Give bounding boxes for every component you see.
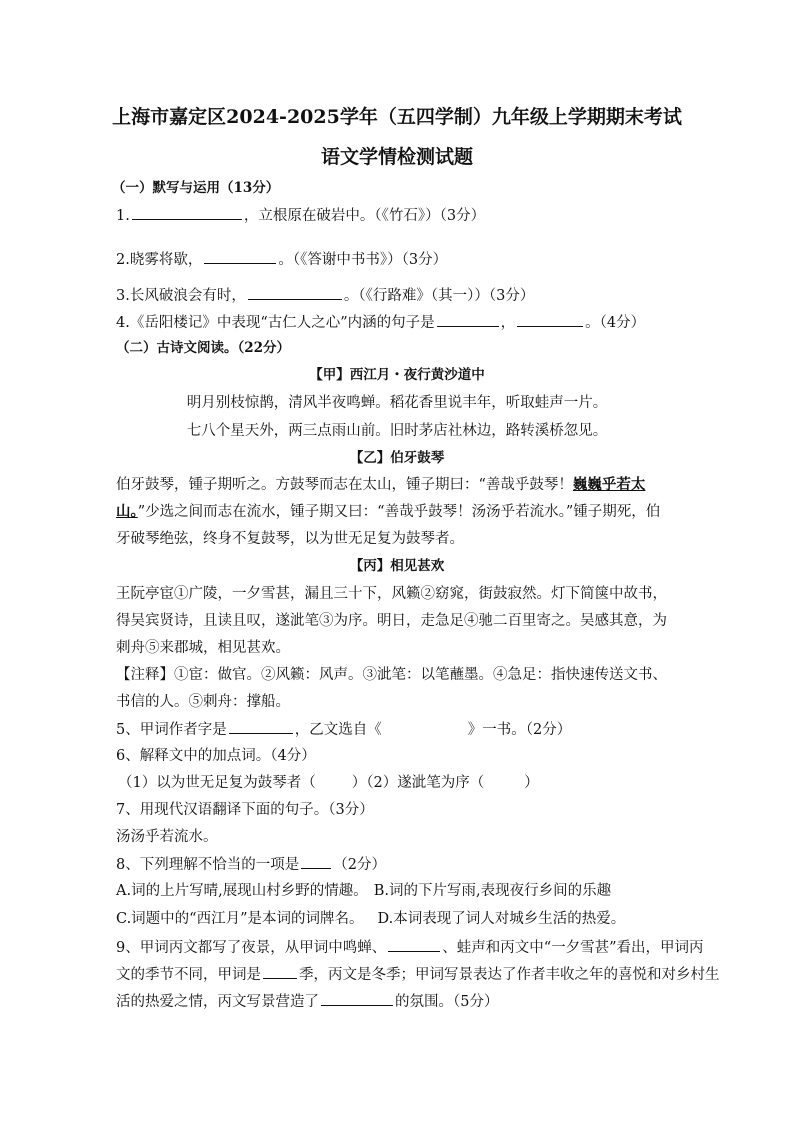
- answer-blank[interactable]: [204, 249, 276, 264]
- passage-title-yi: 【乙】伯牙鼓琴: [349, 450, 445, 466]
- passage-yi-line-1: [116, 475, 645, 495]
- question-text: ，: [500, 315, 516, 331]
- question-text: 季，丙文是冬季；甲词写景表达了作者丰收之年的喜悦和对乡村生: [299, 967, 720, 983]
- poem-title-jia: 【甲】西江月・夜行黄沙道中: [309, 367, 485, 383]
- passage-bing-line-3: 刺舟⑤来郡城，相见甚欢。: [116, 640, 290, 656]
- question-text: 3.长风破浪会有时，: [116, 288, 246, 304]
- question-3: [116, 285, 534, 306]
- question-text: ，乙文选自《: [294, 722, 382, 738]
- answer-blank[interactable]: [301, 854, 331, 869]
- passage-text: ”少选之间而志在流水，锺子期又曰：“善哉乎鼓琴！汤汤乎若流水。”锺子期死，伯: [137, 504, 661, 520]
- question-9-line-1: [116, 937, 704, 958]
- passage-bing-line-1: 王阮亭宦①广陵，一夕雪甚，漏且三十下，风籁②窈窕，街鼓寂然。灯下简箧中故书，: [116, 586, 667, 602]
- question-text: 的氛围。（5分）: [395, 994, 499, 1010]
- option-b[interactable]: B.词的下片写雨,表现夜行乡间的乐趣: [373, 883, 612, 899]
- question-text: 》一书。（2分）: [467, 722, 572, 738]
- option-a[interactable]: A.词的上片写晴,展现山村乡野的情趣。: [116, 883, 368, 899]
- poem-line-2: 七八个星天外，两三点雨山前。旧时茅店社林边，路转溪桥忽见。: [186, 423, 608, 439]
- question-text: 4.《岳阳楼记》中表现“古仁人之心”内涵的句子是: [116, 315, 435, 331]
- passage-yi-line-3: 牙破琴绝弦，终身不复鼓琴，以为世无足复为鼓琴者。: [116, 531, 464, 547]
- passage-bing-line-2: 得吴宾贤诗，且读且叹，遂泚笔③为序。明日，走急足④驰二百里寄之。吴感其意，为: [116, 613, 667, 629]
- annotation-line-1: 【注释】①宦：做官。②风籁：风声。③泚笔：以笔蘸墨。④急足：指快速传送文书、: [116, 667, 667, 683]
- question-text: 活的热爱之情，丙文写景营造了: [116, 994, 319, 1010]
- question-6: 6、解释文中的加点词。（4分）: [116, 748, 316, 764]
- poem-line-1: 明月别枝惊鹊，清风半夜鸣蝉。稻花香里说丰年，听取蛙声一片。: [186, 395, 608, 411]
- page-subtitle: 语文学情检测试题: [320, 146, 473, 168]
- passage-title-bing: 【丙】相见甚欢: [349, 558, 445, 574]
- question-text: ，立根原在破岩中。（《竹石》）（3分）: [243, 208, 486, 224]
- answer-blank[interactable]: [321, 991, 393, 1006]
- answer-blank[interactable]: [263, 964, 297, 979]
- section-heading-1: （一）默写与运用（13分）: [112, 180, 280, 196]
- annotation-line-2: 书信的人。⑤刺舟：撑船。: [116, 694, 290, 710]
- option-c[interactable]: C.词题中的“西江月”是本词的词牌名。: [116, 911, 364, 927]
- answer-blank[interactable]: [517, 312, 583, 327]
- section-heading-2: （二）古诗文阅读。（22分）: [116, 340, 291, 356]
- underlined-text: 山。: [116, 503, 138, 520]
- question-8-options-ab: [116, 881, 611, 901]
- question-8: [116, 854, 386, 875]
- question-1: [116, 205, 485, 226]
- question-text: （1）以为世无足复为鼓琴者（: [118, 775, 316, 791]
- question-text: ）（2）遂泚笔为序（: [351, 775, 485, 791]
- underlined-text: 巍巍乎若太: [572, 476, 646, 493]
- question-text: 。（《行路难》（其一））（3分）: [343, 288, 535, 304]
- question-text: 9、甲词丙文都写了夜景，从甲词中鸣蝉、: [116, 940, 387, 956]
- question-2: [116, 249, 447, 270]
- answer-blank[interactable]: [132, 205, 242, 220]
- question-5: [116, 719, 571, 740]
- question-text: 2.晓雾将歇，: [116, 252, 203, 268]
- option-d[interactable]: D.本词表现了词人对城乡生活的热爱。: [377, 911, 626, 927]
- question-7-sentence: 汤汤乎若流水。: [116, 829, 218, 845]
- question-7: 7、用现代汉语翻译下面的句子。（3分）: [116, 802, 374, 818]
- question-text: 文的季节不同，甲词是: [116, 967, 261, 983]
- passage-yi-line-2: [116, 502, 660, 522]
- question-number: 1.: [116, 208, 130, 224]
- question-text: 、蛙声和丙文中“一夕雪甚”看出，甲词丙: [442, 940, 704, 956]
- question-text: 8、下列理解不恰当的一项是: [116, 857, 300, 873]
- question-text: 。（4分）: [585, 315, 646, 331]
- question-text: 。（《答谢中书书》）（3分）: [278, 252, 448, 268]
- answer-blank[interactable]: [388, 937, 440, 952]
- question-6-subitems: [118, 773, 539, 793]
- question-8-options-cd: [116, 909, 625, 929]
- question-text: （2分）: [333, 857, 386, 873]
- question-text: ）: [524, 775, 539, 791]
- question-text: 5、甲词作者字是: [116, 722, 227, 738]
- answer-blank[interactable]: [248, 285, 342, 300]
- question-9-line-2: [116, 964, 720, 985]
- question-9-line-3: [116, 991, 498, 1012]
- question-4: [116, 312, 645, 333]
- passage-text: 伯牙鼓琴，锺子期听之。方鼓琴而志在太山，锺子期曰：“善哉乎鼓琴！: [116, 477, 573, 493]
- answer-blank[interactable]: [437, 312, 499, 327]
- answer-blank[interactable]: [229, 719, 293, 734]
- page-title: 上海市嘉定区2024-2025学年（五四学制）九年级上学期期末考试: [112, 106, 682, 128]
